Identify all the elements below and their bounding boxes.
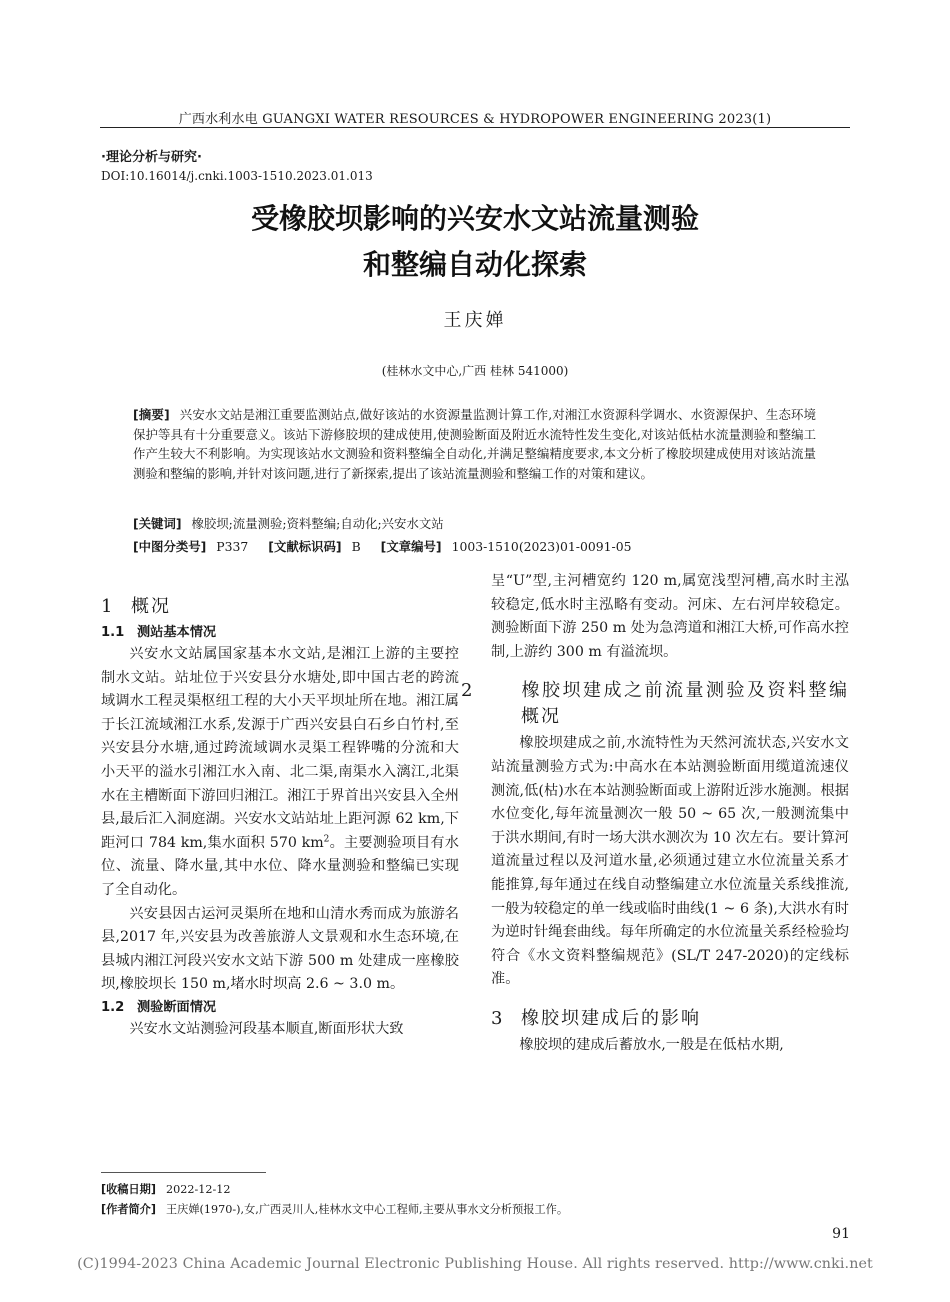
abstract bbox=[133, 405, 816, 483]
section-2-heading bbox=[461, 678, 849, 730]
paragraph: 呈“U”型,主河槽宽约 120 m,属宽浅型河槽,高水时主泓较稳定,低水时主泓略有变动。河床、左右河岸较稳定。测验断面下游 250 m 处为急湾道和湘江大桥,可作高水控制,上游约 300 m 有溢流坝。 bbox=[491, 573, 849, 660]
keywords bbox=[133, 514, 816, 534]
doi: DOI:10.16014/j.cnki.1003-1510.2023.01.013 bbox=[101, 169, 373, 183]
section-3-heading bbox=[491, 1006, 849, 1032]
section-title: 测验断面情况 bbox=[137, 999, 217, 1015]
received-date bbox=[101, 1180, 851, 1200]
keywords-text: 橡胶坝;流量测验;资料整编;自动化;兴安水文站 bbox=[191, 516, 444, 531]
header-rule bbox=[100, 127, 850, 128]
section-1-heading bbox=[101, 594, 459, 620]
section-title: 测站基本情况 bbox=[137, 625, 217, 640]
footnotes bbox=[101, 1180, 851, 1220]
author-bio bbox=[101, 1200, 851, 1220]
paragraph bbox=[101, 643, 459, 903]
superscript: 2 bbox=[323, 834, 330, 845]
section-number: 1 bbox=[101, 596, 113, 617]
paragraph: 兴安水文站测验河段基本顺直,断面形状大致 bbox=[129, 1020, 404, 1037]
bio-value: 王庆婵(1970-),女,广西灵川人,桂林水文中心工程师,主要从事水文分析预报工作。 bbox=[165, 1203, 569, 1216]
footnote-rule bbox=[101, 1172, 266, 1173]
section-title: 概况 bbox=[131, 596, 171, 617]
section-1-2-heading bbox=[101, 997, 459, 1018]
paragraph: 橡胶坝建成之前,水流特性为天然河流状态,兴安水文站流量测验方式为:中高水在本站测验断面用缆道流速仪测流,低(枯)水在本站测验断面或上游附近涉水施测。根据水位变化,每年流量测次一般 50 ~ 65 次,一般测流集中于洪水期间,有时一场大洪水测次为 10 次左右。要计算河道流量过程以及河道水量,必须通过建立水位流量关系才能推算,每年通过在线自动整编建立水位流量关系线推流,一般为较稳定的单一线或临时曲线(1 ~ 6 条),大洪水有时为逆时针绳套曲线。每年所确定的水位流量关系经检验均符合《水文资料整编规范》(SL/T 247-2020)的定线标准。 bbox=[491, 735, 849, 988]
abstract-text: 兴安水文站是湘江重要监测站点,做好该站的水资源量监测计算工作,对湘江水资源科学调水、水资源保护、生态环境保护等具有十分重要意义。该站下游修胶坝的建成使用,使测验断面及附近水流特性发生变化,对该站低枯水流量测验和整编工作产生较大不利影响。为实现该站水文测验和资料整编全自动化,并满足整编精度要求,本文分析了橡胶坝建成使用对该站流量测验和整编的影响,并针对该问题,进行了新探索,提出了该站流量测验和整编工作的对策和建议。 bbox=[133, 407, 816, 481]
article-title bbox=[100, 196, 850, 288]
article-no-value: 1003-1510(2023)01-0091-05 bbox=[451, 539, 632, 554]
doc-code-value: B bbox=[351, 539, 361, 554]
received-label: [收稿日期] bbox=[101, 1183, 156, 1196]
column-label: ·理论分析与研究· bbox=[101, 150, 202, 165]
left-column bbox=[101, 588, 459, 1042]
affiliation: (桂林水文中心,广西 桂林 541000) bbox=[381, 364, 569, 378]
title-line-2: 和整编自动化探索 bbox=[362, 248, 587, 281]
section-number: 1.1 bbox=[101, 625, 125, 640]
section-title: 橡胶坝建成后的影响 bbox=[521, 1007, 701, 1029]
title-line-1: 受橡胶坝影响的兴安水文站流量测验 bbox=[250, 202, 699, 235]
article-no-label: [文章编号] bbox=[380, 539, 442, 554]
clc-value: P337 bbox=[216, 539, 249, 554]
keywords-label: [关键词] bbox=[133, 516, 182, 531]
received-value: 2022-12-12 bbox=[165, 1183, 231, 1196]
section-number: 2 bbox=[461, 680, 473, 702]
section-title: 橡胶坝建成之前流量测验及资料整编概况 bbox=[521, 680, 849, 728]
doc-code-label: [文献标识码] bbox=[268, 539, 342, 554]
running-header: 广西水利水电 GUANGXI WATER RESOURCES & HYDROPOWER ENGINEERING 2023(1) bbox=[178, 112, 772, 127]
paragraph: 橡胶坝的建成后蓄放水,一般是在低枯水期, bbox=[519, 1036, 784, 1053]
abstract-label: [摘要] bbox=[133, 407, 170, 422]
section-1-1-heading bbox=[101, 622, 459, 643]
section-number: 1.2 bbox=[101, 999, 125, 1015]
paragraph-text: 。主要测验项目有水位、流量、降水量,其中水位、降水量测验和整编已实现了全自动化。 bbox=[101, 834, 459, 898]
paragraph: 兴安县因古运河灵渠所在地和山清水秀而成为旅游名县,2017 年,兴安县为改善旅游人文景观和水生态环境,在县城内湘江河段兴安水文站下游 500 m 处建成一座橡胶坝,橡胶坝长 150 m,堵水时坝高 2.6 ~ 3.0 m。 bbox=[101, 905, 459, 993]
classification-line bbox=[133, 537, 816, 557]
author: 王庆婵 bbox=[443, 310, 507, 331]
copyright-watermark: (C)1994-2023 China Academic Journal Electronic Publishing House. All rights reserved. http://www.cnki.net bbox=[77, 1256, 873, 1272]
bio-label: [作者简介] bbox=[101, 1203, 156, 1216]
right-column bbox=[461, 570, 849, 1058]
section-number: 3 bbox=[491, 1007, 503, 1029]
clc-label: [中图分类号] bbox=[133, 539, 207, 554]
paragraph-text: 兴安水文站属国家基本水文站,是湘江上游的主要控制水文站。站址位于兴安县分水塘处,即中国古老的跨流域调水工程灵渠枢纽工程的大小天平坝址所在地。湘江属于长江流域湘江水系,发源于广西兴安县白石乡白竹村,至兴安县分水塘,通过跨流域调水灵渠工程铧嘴的分流和大小天平的溢水引湘江水入南、北二渠,南渠水入漓江,北渠水在主槽断面下游回归湘江。湘江于界首出兴安县入全州县,最后汇入洞庭湖。兴安水文站站址上距河源 62 km,下距河口 784 km,集水面积 570 km bbox=[101, 646, 459, 851]
page-number: 91 bbox=[832, 1226, 850, 1242]
